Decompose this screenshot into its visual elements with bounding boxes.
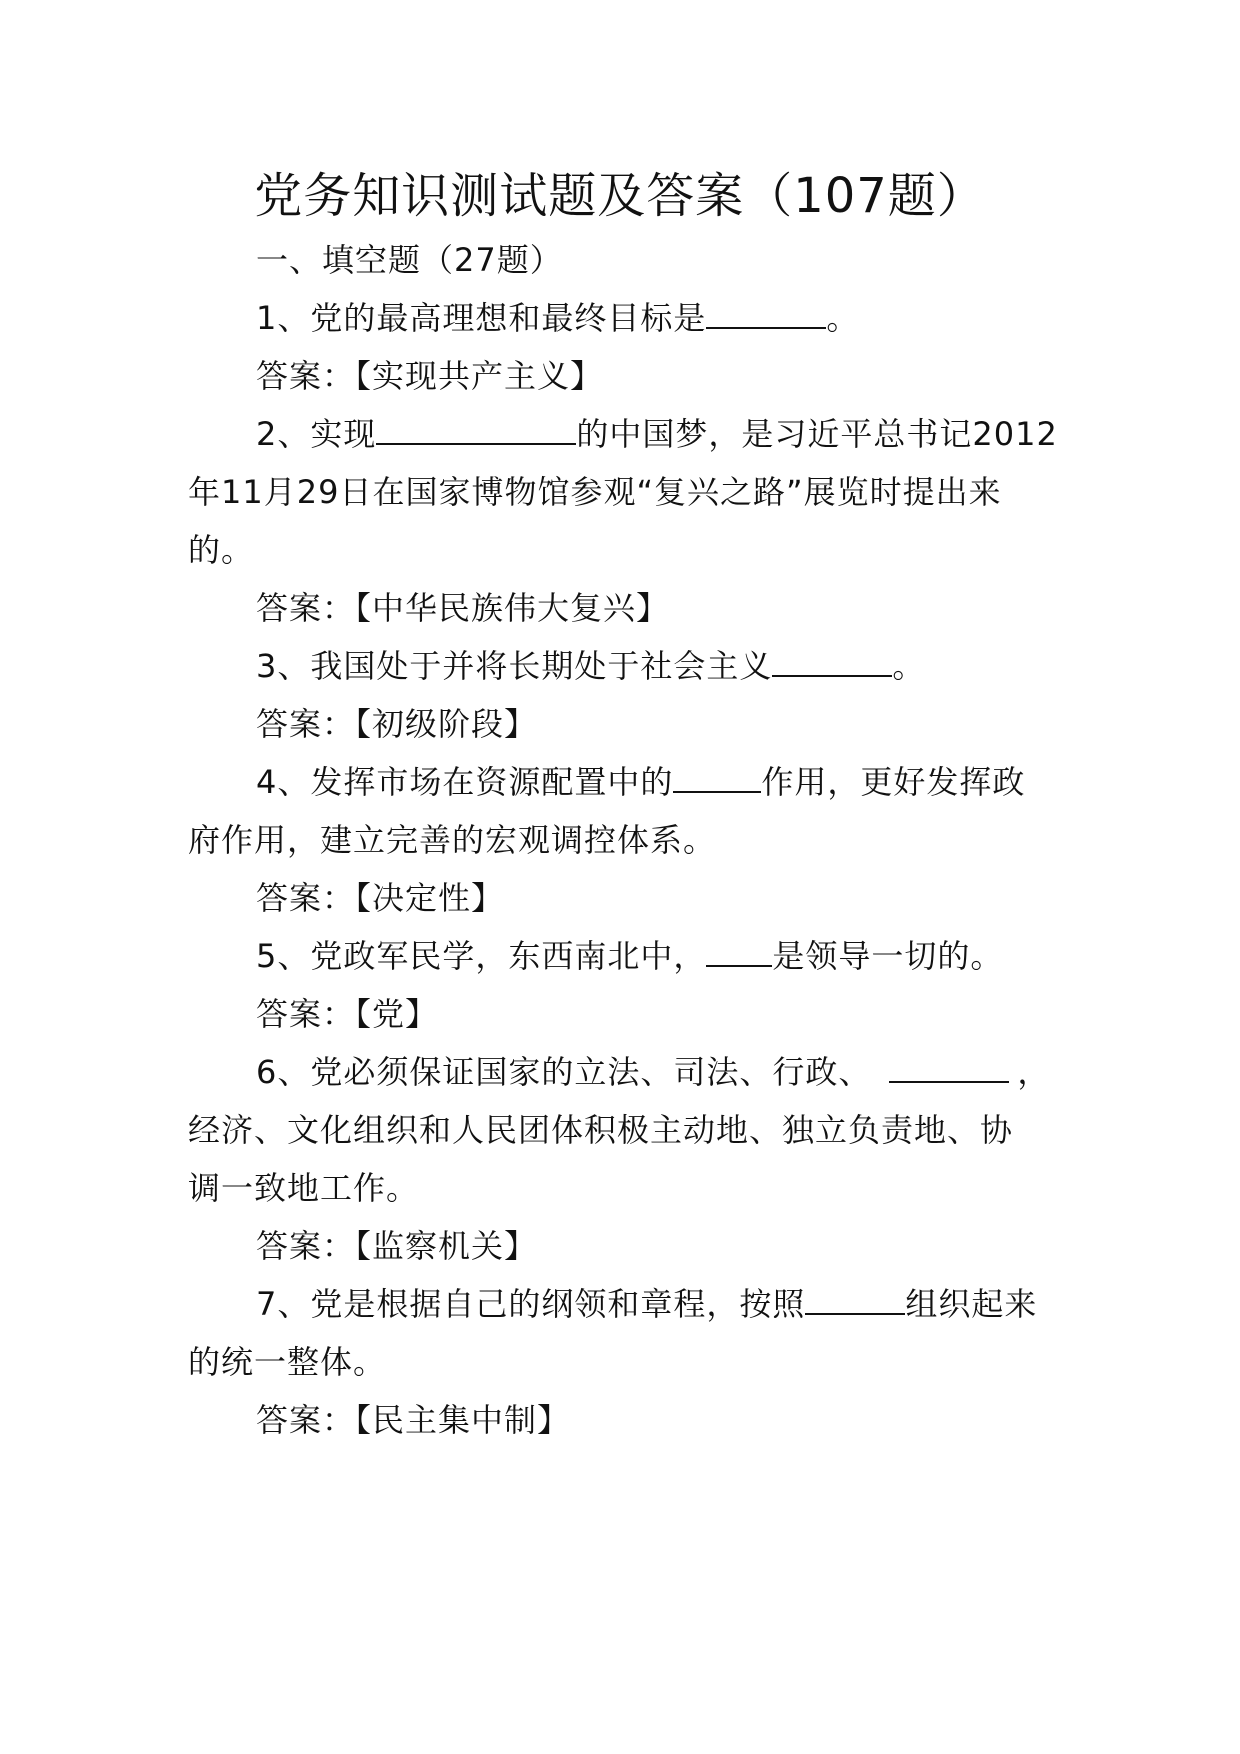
question-5-text: 5、党政军民学，东西南北中，	[256, 937, 707, 975]
question-2-text: 2、实现	[256, 415, 377, 453]
answer-blank	[889, 1051, 1009, 1083]
answer-4: 答案：【决定性】	[256, 879, 505, 917]
answer-2: 答案：【中华民族伟大复兴】	[256, 589, 670, 627]
question-2-line-2: 年11月29日在国家博物馆参观“复兴之路”展览时提出来	[188, 473, 1002, 511]
answer-blank	[805, 1283, 905, 1315]
question-4-text: 4、发挥市场在资源配置中的	[256, 763, 674, 801]
question-7-line-2: 的统一整体。	[188, 1343, 387, 1381]
question-2-line-1	[256, 412, 1058, 456]
answer-blank	[706, 297, 826, 329]
question-5-end: 是领导一切的。	[772, 937, 1004, 975]
answer-blank	[673, 761, 761, 793]
answer-7: 答案：【民主集中制】	[256, 1401, 571, 1439]
question-2-text-after: 的中国梦，是习近平总书记2012	[576, 415, 1058, 453]
question-1	[256, 296, 859, 340]
section-heading: 一、填空题（27题）	[256, 241, 563, 279]
question-7-text: 7、党是根据自己的纲领和章程，按照	[256, 1285, 806, 1323]
question-1-text: 1、党的最高理想和最终目标是	[256, 299, 707, 337]
question-6-line-2: 经济、文化组织和人民团体积极主动地、独立负责地、协	[188, 1111, 1014, 1149]
answer-blank	[772, 645, 892, 677]
question-4-text-after: 作用，更好发挥政	[761, 763, 1026, 801]
question-7-line-1	[256, 1282, 1037, 1326]
question-5	[256, 934, 1003, 978]
answer-6: 答案：【监察机关】	[256, 1227, 538, 1265]
question-6-text: 6、党必须保证国家的立法、司法、行政、	[256, 1053, 872, 1091]
question-6-text-after: ，	[1017, 1053, 1051, 1091]
answer-3: 答案：【初级阶段】	[256, 705, 538, 743]
question-4-line-2: 府作用，建立完善的宏观调控体系。	[188, 821, 717, 859]
question-4-line-1	[256, 760, 1025, 804]
answer-blank	[706, 935, 772, 967]
document-title: 党务知识测试题及答案（107题）	[254, 168, 986, 224]
question-2-line-3: 的。	[188, 531, 255, 569]
answer-blank	[376, 413, 576, 445]
answer-5: 答案：【党】	[256, 995, 439, 1033]
question-3	[256, 644, 925, 688]
question-3-text: 3、我国处于并将长期处于社会主义	[256, 647, 773, 685]
question-6-line-1	[256, 1050, 1050, 1094]
question-3-end: 。	[892, 647, 926, 685]
question-1-end: 。	[826, 299, 860, 337]
question-6-line-3: 调一致地工作。	[188, 1169, 420, 1207]
answer-1: 答案：【实现共产主义】	[256, 357, 604, 395]
question-7-text-after: 组织起来	[905, 1285, 1038, 1323]
